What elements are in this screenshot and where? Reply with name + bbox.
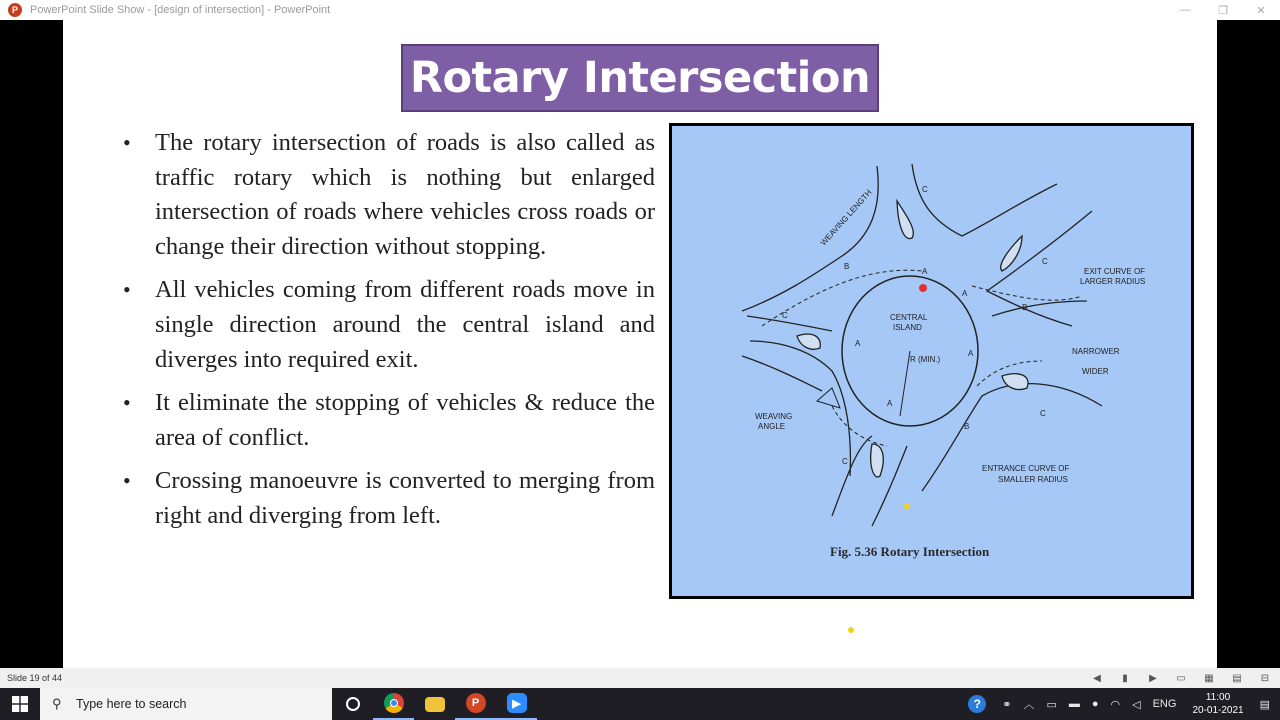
- wifi-icon[interactable]: ◠: [1110, 698, 1121, 711]
- chrome-button[interactable]: [373, 688, 414, 720]
- taskbar-search[interactable]: [40, 688, 332, 720]
- slideshow-view-icon[interactable]: ⊟: [1260, 672, 1270, 684]
- notifications-icon[interactable]: ▤: [1259, 698, 1270, 711]
- bullet-item: [119, 386, 655, 455]
- clock-time: 11:00: [1205, 692, 1231, 703]
- label-entrance-curve-2: SMALLER RADIUS: [998, 475, 1068, 484]
- taskbar: [0, 688, 1280, 720]
- slide-title-box: [401, 44, 879, 112]
- road-edge: [750, 341, 850, 476]
- point-label-a: A: [968, 349, 974, 358]
- label-central-1: CENTRAL: [890, 313, 928, 322]
- bullet-marker: •: [123, 390, 131, 416]
- powerpoint-button[interactable]: [455, 688, 496, 720]
- slide-title: Rotary Intersection: [409, 53, 871, 103]
- label-weaving-length: WEAVING LENGTH: [818, 187, 874, 248]
- point-label-c: C: [1042, 257, 1048, 266]
- cortana-button[interactable]: [332, 688, 373, 720]
- label-weaving-angle-1: WEAVING: [755, 412, 793, 421]
- point-label-a: A: [887, 399, 893, 408]
- road-edge: [912, 164, 1057, 236]
- label-exit-curve-2: LARGER RADIUS: [1080, 277, 1146, 286]
- road-edge: [747, 316, 832, 331]
- volume-icon[interactable]: ◁: [1132, 698, 1141, 711]
- point-label-b: B: [964, 422, 970, 431]
- label-exit-curve-1: EXIT CURVE OF: [1084, 267, 1146, 276]
- bullet-text: The rotary intersection of roads is also called as traffic rotary which is nothing but enlarged intersection of roads where vehicles cross roads or change their direction without stopping.: [155, 129, 655, 260]
- label-weaving-angle-2: ANGLE: [758, 422, 786, 431]
- label-narrower: NARROWER: [1072, 347, 1120, 356]
- windows-icon: [12, 696, 28, 712]
- road-edge: [742, 356, 822, 391]
- restore-button[interactable]: ❐: [1218, 4, 1228, 17]
- minimize-button[interactable]: —: [1179, 4, 1191, 16]
- reading-view-icon[interactable]: ▤: [1232, 672, 1242, 684]
- bullet-marker: •: [123, 277, 131, 303]
- bullet-marker: •: [123, 468, 131, 494]
- point-label-a: A: [922, 267, 928, 276]
- bullet-item: [119, 464, 655, 533]
- point-label-a: A: [962, 289, 968, 298]
- bullet-text: Crossing manoeuvre is converted to merging from right and diverging from left.: [155, 467, 655, 529]
- chrome-icon: [384, 693, 404, 713]
- start-button[interactable]: [0, 688, 40, 720]
- language-indicator[interactable]: ENG: [1152, 698, 1177, 710]
- road-edge: [742, 166, 878, 311]
- road-edge: [832, 436, 872, 516]
- slide-show-stage[interactable]: [0, 20, 1280, 668]
- file-explorer-button[interactable]: [414, 688, 455, 720]
- slide[interactable]: [63, 20, 1217, 668]
- point-label-a: A: [855, 339, 861, 348]
- show-hidden-icons-chevron-icon[interactable]: ︿: [1023, 699, 1035, 711]
- point-label-c: C: [922, 185, 928, 194]
- pause-icon[interactable]: ▮: [1122, 672, 1128, 684]
- cortana-icon: [346, 697, 360, 711]
- meet-icon[interactable]: ▭: [1046, 698, 1057, 711]
- laser-pointer-icon: [919, 284, 927, 292]
- figure-caption: Fig. 5.36 Rotary Intersection: [830, 544, 990, 559]
- point-label-c: C: [782, 311, 788, 320]
- label-r-min: R (MIN.): [910, 355, 941, 364]
- window-title: PowerPoint Slide Show - [design of intersection] - PowerPoint: [30, 4, 331, 16]
- zoom-icon: ▶: [507, 693, 527, 713]
- bullet-item: [119, 126, 655, 264]
- clock-date: 20-01-2021: [1192, 705, 1244, 716]
- splitter-island: [1002, 374, 1028, 390]
- point-label-b: B: [1022, 303, 1028, 312]
- bullet-list: [119, 126, 655, 543]
- point-label-c: C: [842, 457, 848, 466]
- pointer-trail-dot: [904, 503, 910, 509]
- search-icon: ⚲: [52, 696, 62, 711]
- close-button[interactable]: ✕: [1256, 4, 1266, 17]
- point-label-c: C: [1040, 409, 1046, 418]
- rotary-intersection-figure: [669, 123, 1194, 599]
- powerpoint-icon: P: [466, 693, 486, 713]
- bullet-marker: •: [123, 130, 131, 155]
- label-central-2: ISLAND: [893, 323, 922, 332]
- status-bar: [0, 668, 1280, 688]
- powerpoint-icon: P: [8, 3, 22, 17]
- splitter-island: [797, 334, 820, 349]
- microphone-icon[interactable]: ●: [1091, 698, 1099, 710]
- next-slide-icon[interactable]: ▶: [1149, 672, 1157, 684]
- people-icon[interactable]: ⚭: [1002, 698, 1012, 711]
- system-tray: [968, 688, 1280, 720]
- slide-indicator: Slide 19 of 44: [7, 673, 63, 683]
- bullet-item: [119, 273, 655, 377]
- search-input[interactable]: [76, 697, 316, 711]
- bullet-text: It eliminate the stopping of vehicles & reduce the area of conflict.: [155, 389, 655, 451]
- road-edge: [992, 301, 1087, 316]
- splitter-island: [871, 444, 884, 477]
- battery-icon[interactable]: ▬: [1068, 698, 1080, 710]
- previous-slide-icon[interactable]: ◀: [1093, 672, 1101, 684]
- slide-sorter-icon[interactable]: ▦: [1204, 672, 1214, 684]
- pointer-trail-dot: [848, 627, 854, 633]
- rotary-diagram: [672, 126, 1191, 596]
- window-title-bar: [0, 0, 1280, 20]
- splitter-island: [1001, 236, 1022, 271]
- file-explorer-icon: [425, 697, 445, 712]
- clock[interactable]: [1192, 691, 1243, 717]
- help-icon[interactable]: ?: [968, 695, 986, 713]
- zoom-button[interactable]: [496, 688, 537, 720]
- label-wider: WIDER: [1082, 367, 1109, 376]
- label-entrance-curve-1: ENTRANCE CURVE OF: [982, 464, 1070, 473]
- normal-view-icon[interactable]: ▭: [1176, 672, 1186, 684]
- bullet-text: All vehicles coming from different roads move in single direction around the central island and diverges into required exit.: [155, 276, 655, 373]
- splitter-island: [897, 201, 913, 239]
- point-label-b: B: [844, 262, 850, 271]
